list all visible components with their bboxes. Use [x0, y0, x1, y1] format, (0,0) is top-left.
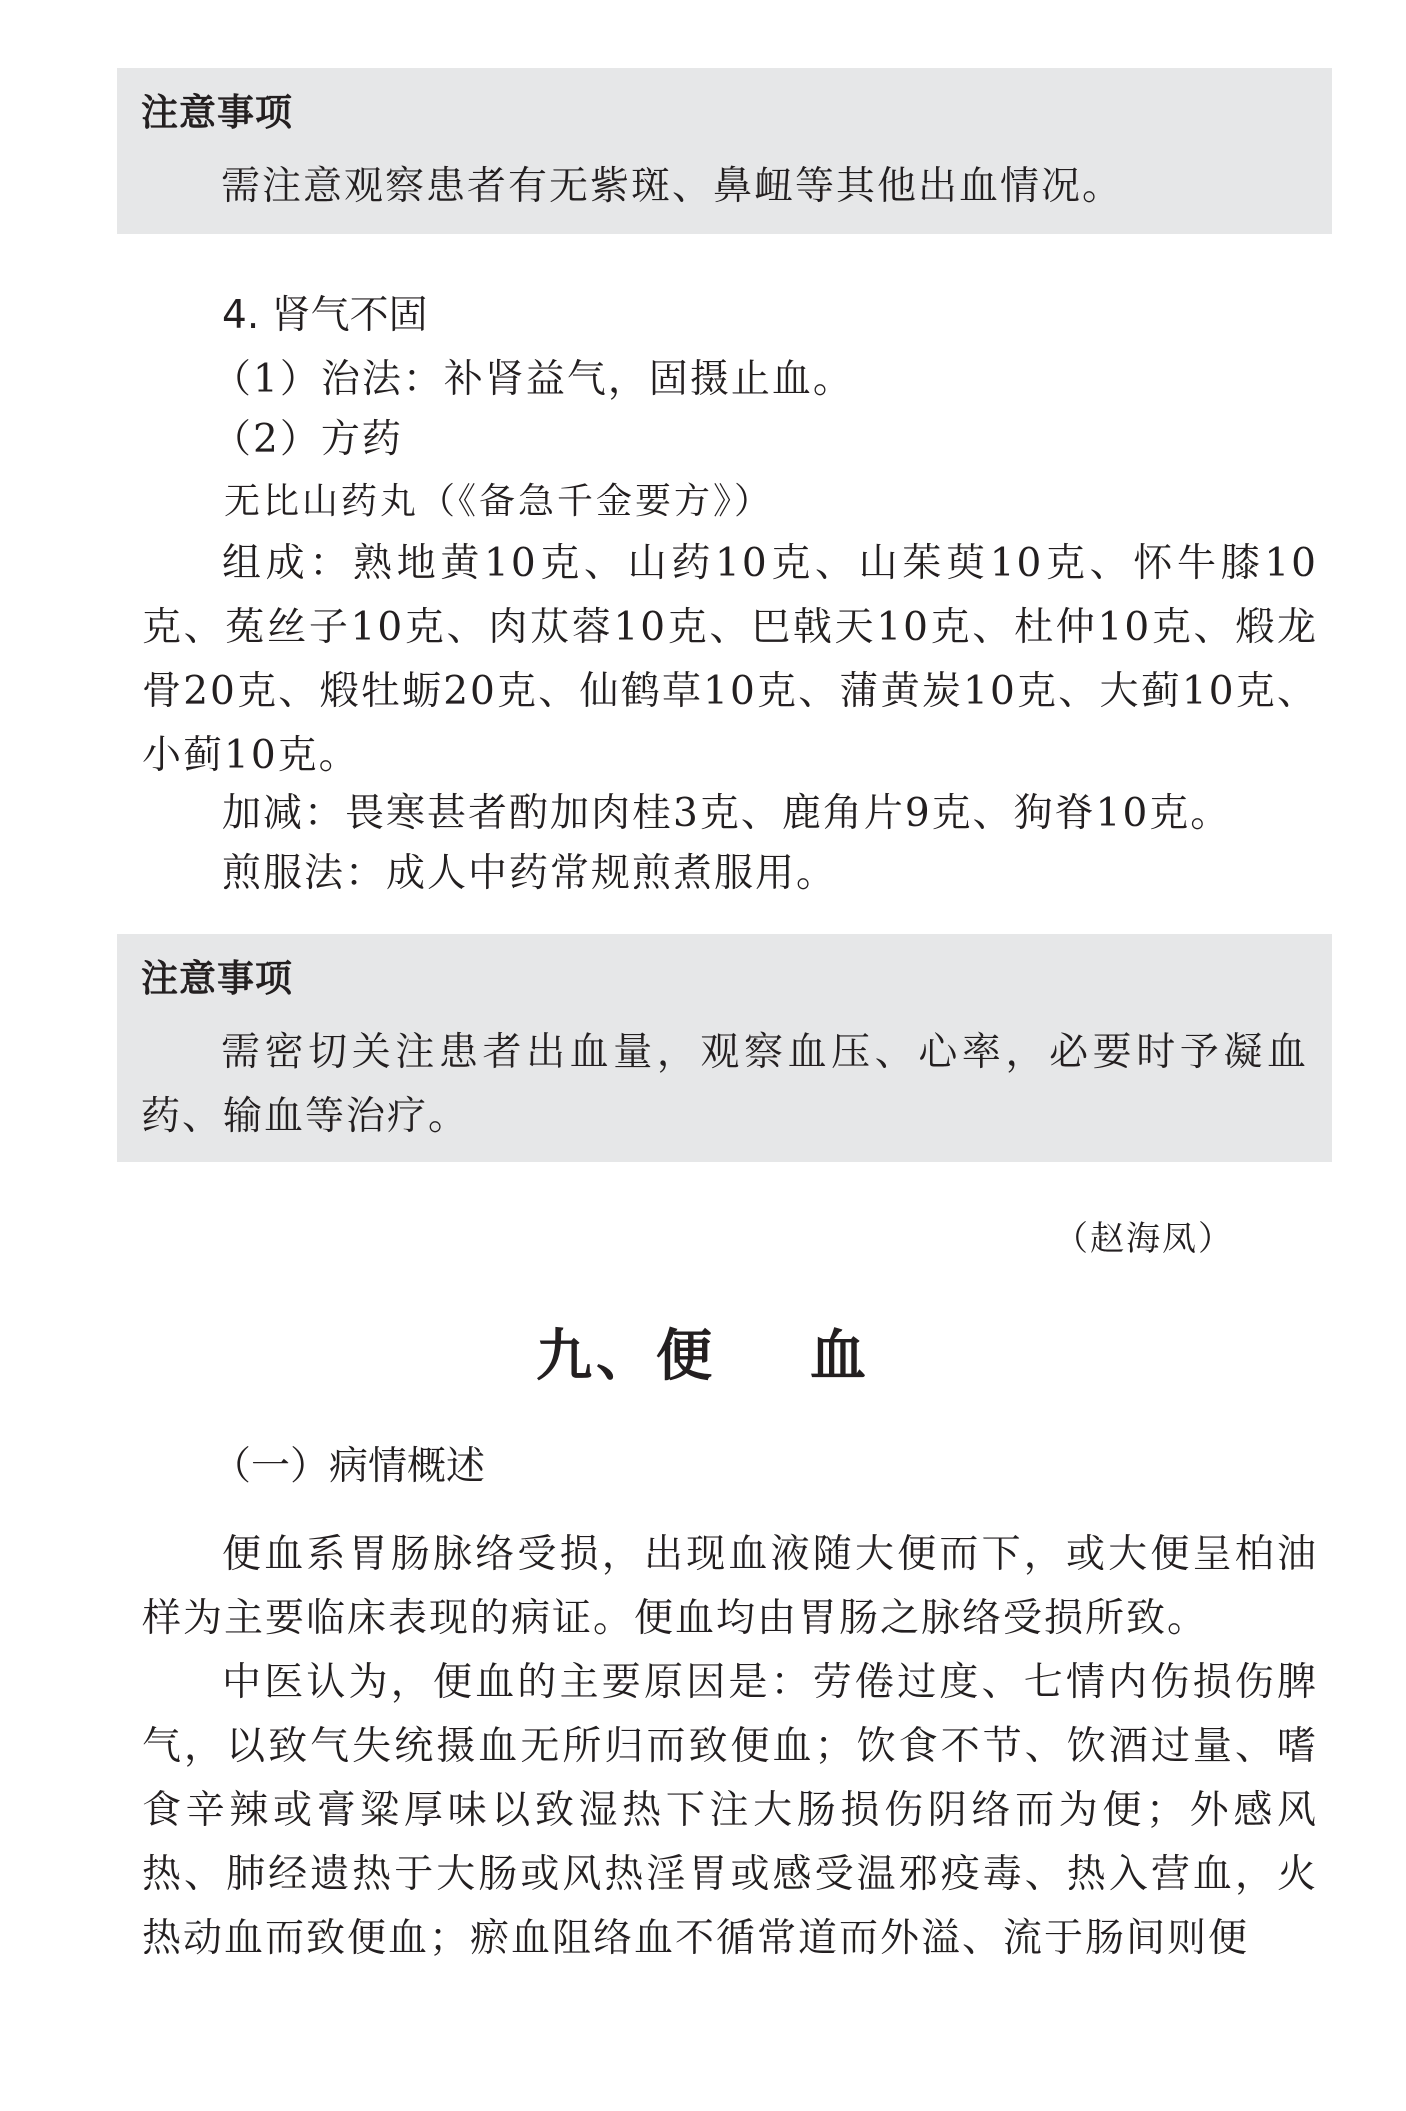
overview-heading: （一）病情概述 [212, 1444, 486, 1489]
prescription-label-block [142, 408, 1318, 472]
section-4-heading: 4. 肾气不固 [222, 293, 428, 338]
chapter-title: 九、便 血 [536, 1324, 870, 1389]
overview-paragraph: 中医认为，便血的主要原因是：劳倦过度、七情内伤损伤脾气，以致气失统摄血无所归而致便血；饮食不节、饮酒过量、嗜食辛辣或膏粱厚味以致湿热下注大肠损伤阴络而为便；外感风热、肺经遗热于大肠或风热淫胃或感受温邪疫毒、热入营血，火热动血而致便血；瘀血阻络血不循常道而外溢、流于肠间则便 [142, 1660, 1318, 1961]
caution-box [117, 934, 1332, 1162]
caution-box [117, 68, 1332, 234]
author-credit: （赵海凤） [1054, 1219, 1234, 1259]
section-heading [142, 292, 1318, 340]
formula-name: 无比山药丸（《备急千金要方》） [224, 481, 774, 522]
treatment-line: （1）治法：补肾益气，固摄止血。 [212, 357, 854, 402]
overview-paragraph: 便血系胃肠脉络受损，出现血液随大便而下，或大便呈柏油样为主要临床表现的病证。便血均由胃肠之脉络受损所致。 [142, 1532, 1318, 1641]
caution-text: 需密切关注患者出血量，观察血压、心率，必要时予凝血药、输血等治疗。 [141, 1030, 1308, 1139]
formula-name-block [142, 470, 1318, 534]
caution-title: 注意事项 [141, 957, 293, 1000]
decoction-paragraph: 煎服法：成人中药常规煎煮服用。 [222, 851, 838, 896]
treatment-line-block [142, 348, 1318, 412]
prescription-label: （2）方药 [212, 417, 403, 462]
caution-title: 注意事项 [141, 91, 293, 134]
caution-text: 需注意观察患者有无紫斑、鼻衄等其他出血情况。 [221, 164, 1124, 209]
modification-paragraph: 加减：畏寒甚者酌加肉桂3克、鹿角片9克、狗脊10克。 [222, 791, 1232, 836]
overview-heading-block [142, 1443, 1318, 1491]
composition-paragraph: 组成：熟地黄10克、山药10克、山茱萸10克、怀牛膝10克、菟丝子10克、肉苁蓉10克、巴戟天10克、杜仲10克、煅龙骨20克、煅牡蛎20克、仙鹤草10克、蒲黄炭10克、大蓟10克、小蓟10克。 [142, 541, 1318, 778]
